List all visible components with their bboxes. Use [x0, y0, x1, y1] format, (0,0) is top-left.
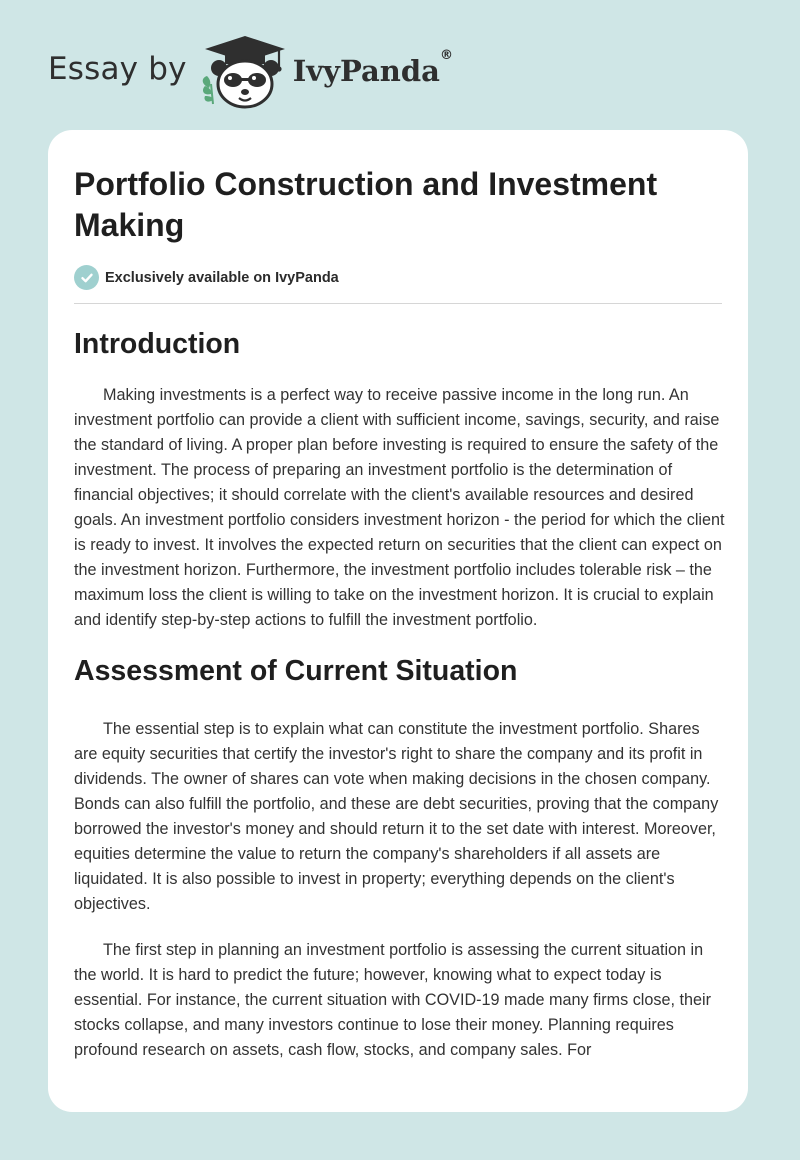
brand-header[interactable] [48, 34, 453, 110]
badge-circle [74, 265, 99, 290]
paragraph-introduction: Making investments is a perfect way to receive passive income in the long run. An investment portfolio can provide a client with sufficient income, savings, security, and raise the standard of living. A proper plan before investing is required to ensure the safety of the investment. The process of preparing an investment portfolio is the determination of financial objectives; it should correlate with the client's available resources and desired goals. An investment portfolio considers investment horizon - the period for which the client is ready to invest. It involves the expected return on securities that the client can expect on the investment horizon. Furthermore, the investment portfolio includes tolerable risk – the maximum loss the client is willing to take on the investment horizon. It is crucial to explain and identify step-by-step actions to fulfill the investment portfolio. [74, 386, 725, 629]
brand-name [292, 48, 453, 88]
paragraph-assessment-1: The essential step is to explain what can constitute the investment portfolio. Shares are equity securities that certify the investor's right to share the company and its profit in dividends. The owner of shares can vote when making decisions in the chosen company. Bonds can also fulfill the portfolio, and these are debt securities, proving that the company borrowed the investor's money and should return it to the set date with interest. Moreover, equities determine the value to return the company's shareholders if all assets are liquidated. It is also possible to invest in property; everything depends on the client's objectives. [74, 720, 719, 913]
exclusive-badge [74, 265, 722, 290]
check-icon [80, 271, 94, 285]
brand-prefix: Essay by [48, 51, 187, 87]
registered-mark: ® [439, 48, 453, 63]
essay-title: Portfolio Construction and Investment Making [74, 166, 658, 243]
section-heading-introduction: Introduction [74, 328, 241, 360]
title-divider [74, 303, 722, 304]
panda-graduate-icon [199, 34, 291, 110]
badge-text: Exclusively available on IvyPanda [105, 269, 339, 286]
brand-name-text: IvyPanda [292, 54, 440, 88]
essay-card [48, 130, 748, 1112]
section-heading-assessment: Assessment of Current Situation [74, 655, 518, 687]
paragraph-assessment-2: The first step in planning an investment portfolio is assessing the current situation in the world. It is hard to predict the future; however, knowing what to expect today is essential. For instance, the current situation with COVID-19 made many firms close, their stocks collapse, and many investors continue to lose their money. Planning requires profound research on assets, cash flow, stocks, and company sales. For [74, 941, 711, 1059]
